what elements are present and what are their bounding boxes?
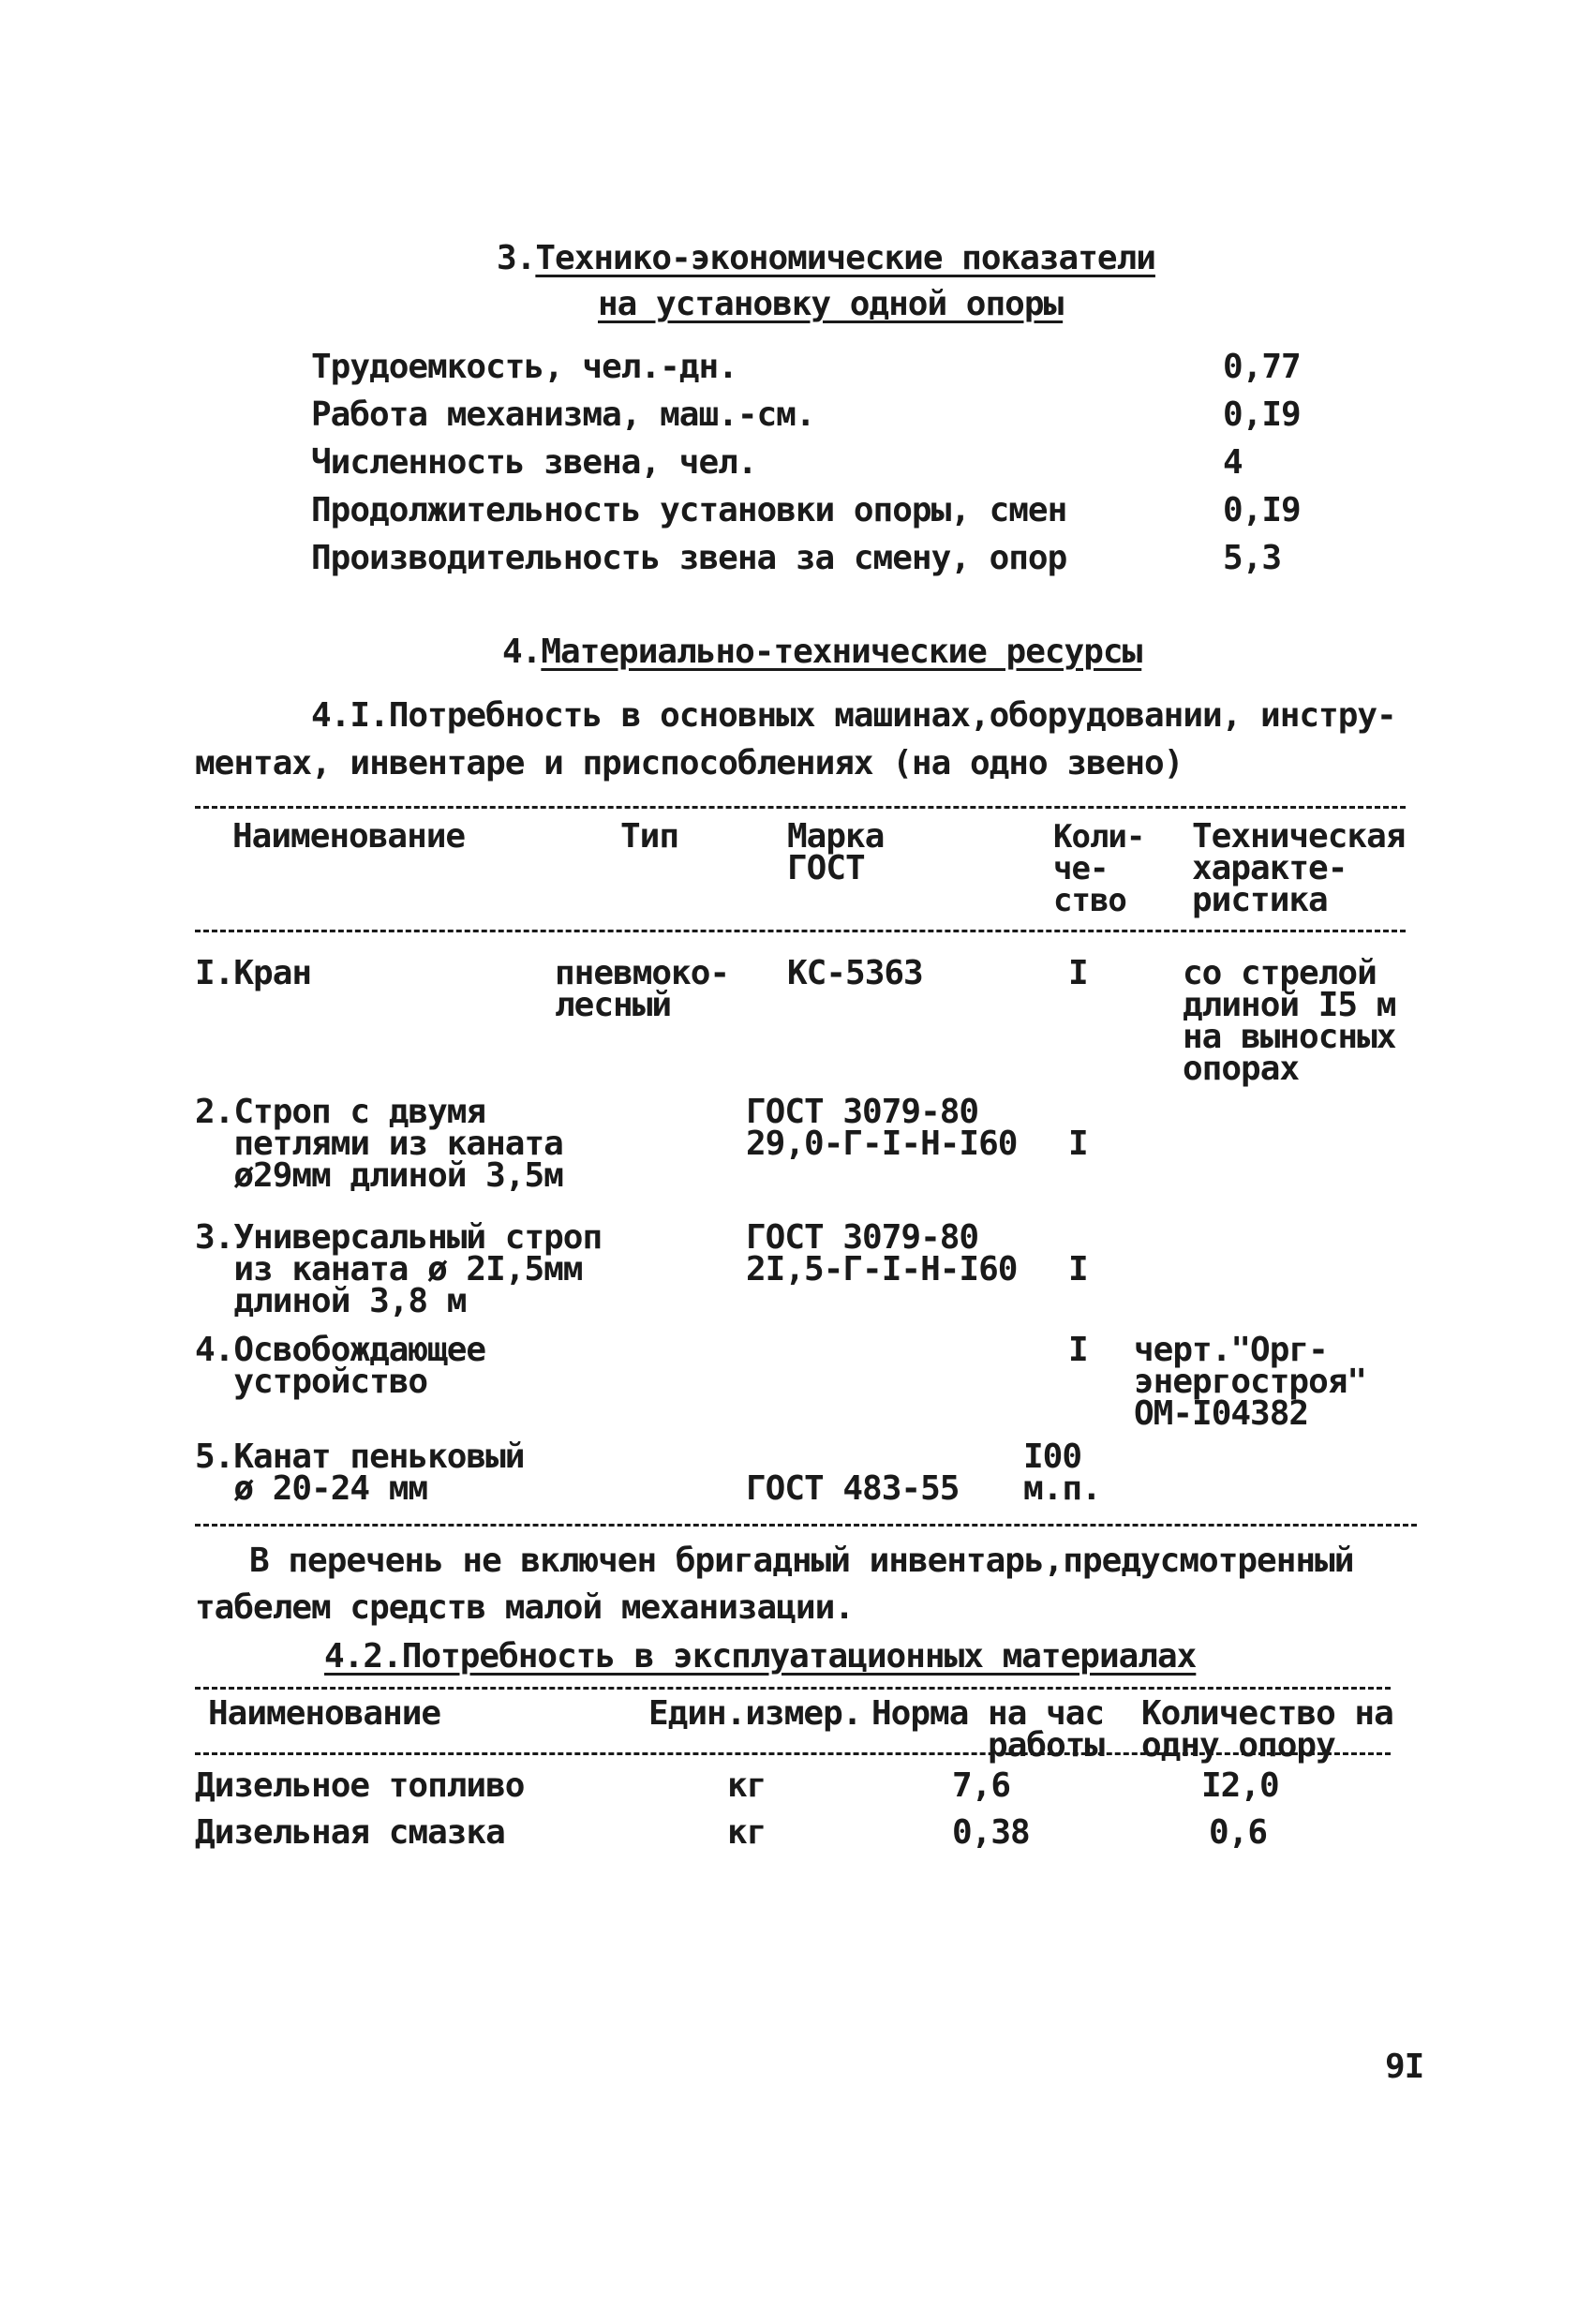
table1-row-qty: I <box>1068 954 1088 992</box>
table1-row-type: пневмоко- лесный <box>555 954 730 1024</box>
table2-row-norm: 7,6 <box>952 1766 1011 1805</box>
section3-title-line2: на установку одной опоры <box>598 285 1064 323</box>
indicator-label: Работа механизма, маш.-см. <box>311 395 815 434</box>
table2-row-qty: 0,6 <box>1209 1813 1268 1852</box>
table2-header-name: Наименование <box>208 1694 441 1733</box>
section4-title <box>502 633 1141 671</box>
table1-header-tech: Техническая характе- ристика <box>1192 817 1406 919</box>
table1-row-qty: I <box>1068 1125 1088 1163</box>
table1-header-brand: Марка ГОСТ <box>787 817 885 887</box>
table1-row-qty: I00 м.п. <box>1023 1438 1101 1508</box>
table2-header-unit: Един.измер. <box>648 1694 862 1733</box>
table2-header-norm: Норма на час работы <box>871 1694 1105 1765</box>
table1-header-rule <box>195 930 1406 932</box>
table2-row-unit: кг <box>727 1813 767 1852</box>
table1-header-qty: Коли- че- ство <box>1053 818 1145 919</box>
table2-row-unit: кг <box>727 1766 767 1805</box>
table1-row-brand: ГОСТ 3079-80 2I,5-Г-I-Н-I60 <box>746 1218 1018 1289</box>
table1-row-name: 4.Освобождающее устройство <box>195 1331 486 1401</box>
table1-note-line2: табелем средств малой механизации. <box>195 1588 854 1627</box>
page-number: 9I <box>1385 2048 1424 2086</box>
indicator-label: Трудоемкость, чел.-дн. <box>311 348 737 386</box>
indicator-label: Численность звена, чел. <box>311 443 757 482</box>
table2-top-rule <box>195 1687 1391 1690</box>
indicator-value: 0,I9 <box>1223 491 1301 529</box>
table1-row-name: I.Кран <box>195 954 312 992</box>
table1-row-qty: I <box>1068 1331 1088 1369</box>
table2-header-rule <box>195 1752 1391 1755</box>
indicator-value: 5,3 <box>1223 539 1282 577</box>
table1-row-brand: КС-5363 <box>787 954 923 992</box>
table1-row-tech: черт."Орг- энергостроя" ОМ-I04382 <box>1134 1331 1367 1433</box>
section3-title <box>497 240 1155 277</box>
section3-title-line1: Технико-экономические показатели <box>535 239 1155 277</box>
table1-row-qty: I <box>1068 1250 1088 1289</box>
indicator-label: Продолжительность установки опоры, смен <box>311 491 1067 529</box>
table1-note-line1: В перечень не включен бригадный инвентарь,предусмотренный <box>249 1542 1354 1580</box>
subsection-4-1-line1: 4.I.Потребность в основных машинах,оборудовании, инстру- <box>311 696 1396 735</box>
section4-number: 4. <box>502 633 542 671</box>
table1-bottom-rule <box>195 1524 1417 1527</box>
table1-row-name: 2.Строп с двумя петлями из каната ø29мм длиной 3,5м <box>195 1093 563 1195</box>
table1-row-name: 3.Универсальный строп из каната ø 2I,5мм длиной 3,8 м <box>195 1218 603 1320</box>
subsection-4-2-title: 4.2.Потребность в эксплуатационных материалах <box>324 1637 1197 1676</box>
table1-header-type: Тип <box>620 817 679 856</box>
table2-row-name: Дизельная смазка <box>195 1813 505 1852</box>
table1-row-brand: ГОСТ 483-55 <box>746 1469 960 1508</box>
table2-row-name: Дизельное топливо <box>195 1766 525 1805</box>
indicator-value: 0,I9 <box>1223 395 1301 434</box>
table2-row-norm: 0,38 <box>952 1813 1030 1852</box>
section3-number: 3. <box>497 239 536 277</box>
indicator-value: 4 <box>1223 443 1243 482</box>
table1-header-name: Наименование <box>232 817 466 856</box>
indicator-label: Производительность звена за смену, опор <box>311 539 1067 577</box>
subsection-4-1-line2: ментах, инвентаре и приспособлениях (на одно звено) <box>195 744 1184 782</box>
section4-title-text: Материально-технические ресурсы <box>541 633 1142 671</box>
table1-row-tech: со стрелой длиной I5 м на выносных опорах <box>1183 954 1396 1088</box>
table1-top-rule <box>195 806 1406 809</box>
indicator-value: 0,77 <box>1223 348 1301 386</box>
table2-row-qty: I2,0 <box>1201 1766 1279 1805</box>
table1-row-brand: ГОСТ 3079-80 29,0-Г-I-Н-I60 <box>746 1093 1018 1163</box>
table2-header-qty: Количество на одну опору <box>1141 1694 1393 1765</box>
table1-row-name: 5.Канат пеньковый ø 20-24 мм <box>195 1438 525 1508</box>
